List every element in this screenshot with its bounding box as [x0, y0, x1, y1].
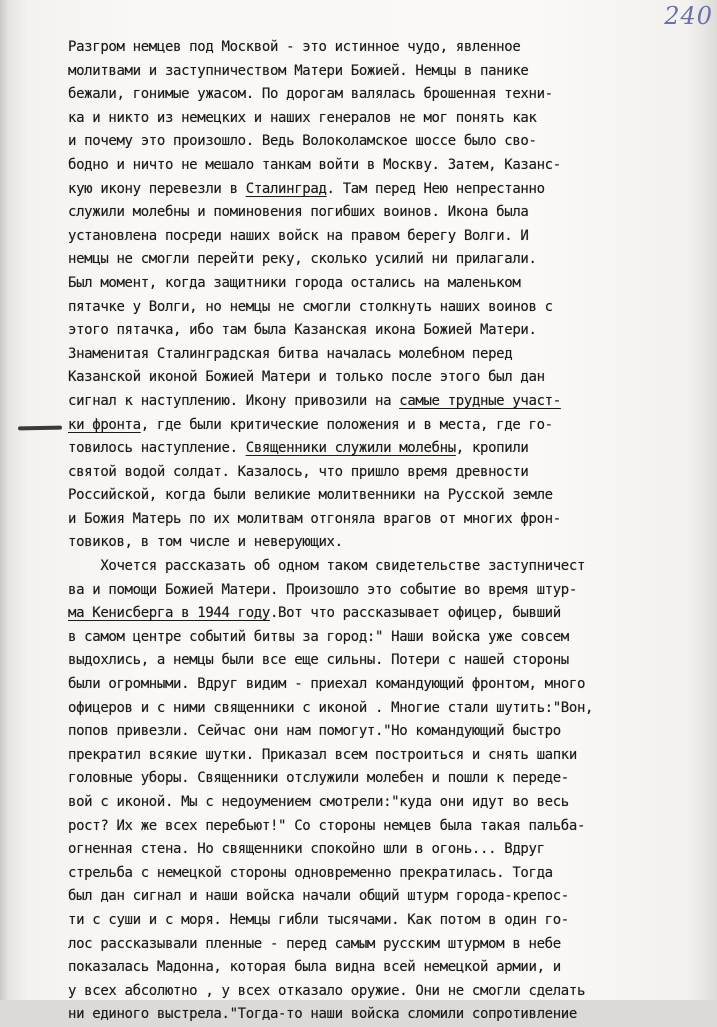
text-line: был дан сигнал и наши войска начали общий штурм города-крепос-: [68, 888, 569, 905]
text-line: и почему это произошло. Ведь Волоколамское шоссе было сво-: [68, 133, 537, 150]
text-line: святой водой солдат. Казалось, что пришло время древности: [68, 463, 529, 480]
text-line: ма Кенисберга в 1944 году.Вот что рассказывает офицер, бывший: [68, 605, 561, 622]
text-line: Знаменитая Сталинградская битва началась молебном перед: [68, 345, 513, 362]
text-line: были огромными. Вдруг видим - приехал командующий фронтом, много: [68, 676, 586, 693]
text-line: и Божия Матерь по их молитвам отгоняла врагов от многих фрон-: [68, 510, 561, 527]
underlined-phrase: Священники служили молебны: [245, 440, 456, 457]
text-line: ва и помощи Божией Матери. Произошло это событие во время штур-: [68, 581, 577, 598]
text-line: офицеров и с ними священники с иконой . Многие стали шутить:"Вон,: [68, 699, 594, 716]
text-line: выдохлись, а немцы были все еще сильны. Потери с нашей стороны: [68, 652, 569, 669]
text-line: стрельба с немецкой стороны одновременно прекратилась. Тогда: [68, 864, 553, 881]
text-line: молитвами и заступничеством Матери Божией. Немцы в панике: [68, 62, 529, 79]
text-line: Разгром немцев под Москвой - это истинное чудо, явленное: [68, 39, 521, 55]
text-line: товиков, в том числе и неверующих.: [68, 534, 343, 551]
text-line: в самом центре событий битвы за город:" Наши войска уже совсем: [68, 628, 569, 645]
text-line: Был момент, когда защитники города остались на маленьком: [68, 274, 521, 291]
text-line: лос рассказывали пленные - перед самым русским штурмом в небе: [68, 935, 561, 952]
page-number: 240: [664, 2, 713, 30]
text-line: сигнал к наступлению. Икону привозили на самые трудные участ-: [68, 392, 561, 409]
text-line: Хочется рассказать об одном таком свидетельстве заступничест: [68, 558, 586, 575]
underlined-phrase: Сталинград: [245, 180, 327, 197]
text-line: рост? Их же всех перебьют!" Со стороны немцев была такая пальба-: [68, 817, 586, 834]
underlined-phrase: ки фронта: [68, 416, 141, 433]
text-line: огненная стена. Но священники спокойно шли в огонь... Вдруг: [68, 841, 545, 858]
text-line: ни единого выстрела."Тогда-то наши войска сломили сопротивление: [68, 1006, 577, 1023]
text-line: Казанской иконой Божией Матери и только после этого был дан: [68, 369, 545, 386]
underlined-phrase: самые трудные участ-: [399, 392, 561, 409]
text-line: установлена посреди наших войск на правом берегу Волги. И: [68, 227, 529, 244]
underlined-phrase: ма Кенисберга в 1944 году: [68, 605, 270, 622]
text-line: бодно и ничто не мешало танкам войти в Москву. Затем, Казанс-: [68, 156, 561, 173]
text-line: показалась Мадонна, которая была видна всей немецкой армии, и: [68, 959, 561, 976]
text-line: кую икону перевезли в Сталинград. Там перед Нею непрестанно: [68, 180, 545, 197]
text-line: товилось наступление. Священники служили молебны, кропили: [68, 440, 529, 457]
text-line: пятачке у Волги, но немцы не смогли столкнуть наших воинов с: [68, 298, 553, 315]
text-line: бежали, гонимые ужасом. По дорогам валялась брошенная техни-: [68, 86, 553, 103]
text-line: попов привезли. Сейчас они нам помогут."Но командующий быстро: [68, 723, 561, 740]
page-binding-edge: [0, 0, 14, 1000]
text-line: этого пятачка, ибо там была Казанская икона Божией Матери.: [68, 322, 537, 339]
text-line: головные уборы. Священники отслужили молебен и пошли к переде-: [68, 770, 569, 787]
text-line: ти с суши и с моря. Немцы гибли тысячами. Как потом в один го-: [68, 911, 569, 928]
typewritten-text: [68, 36, 700, 1027]
text-line: Российской, когда были великие молитвенники на Русской земле: [68, 487, 553, 504]
text-line: ки фронта, где были критические положения и в места, где го-: [68, 416, 553, 433]
margin-mark: [18, 426, 62, 431]
text-line: прекратил всякие шутки. Приказал всем построиться и снять шапки: [68, 746, 577, 763]
text-line: ка и никто из немецких и наших генералов не мог понять как: [68, 109, 537, 126]
text-line: немцы не смогли перейти реку, сколько усилий ни прилагали.: [68, 251, 537, 268]
text-line: служили молебны и поминовения погибших воинов. Икона была: [68, 204, 529, 221]
text-line: у всех абсолютно , у всех отказало оружие. Они не смогли сделать: [68, 982, 586, 999]
text-line: вой с иконой. Мы с недоумением смотрели:"куда они идут во весь: [68, 794, 569, 810]
